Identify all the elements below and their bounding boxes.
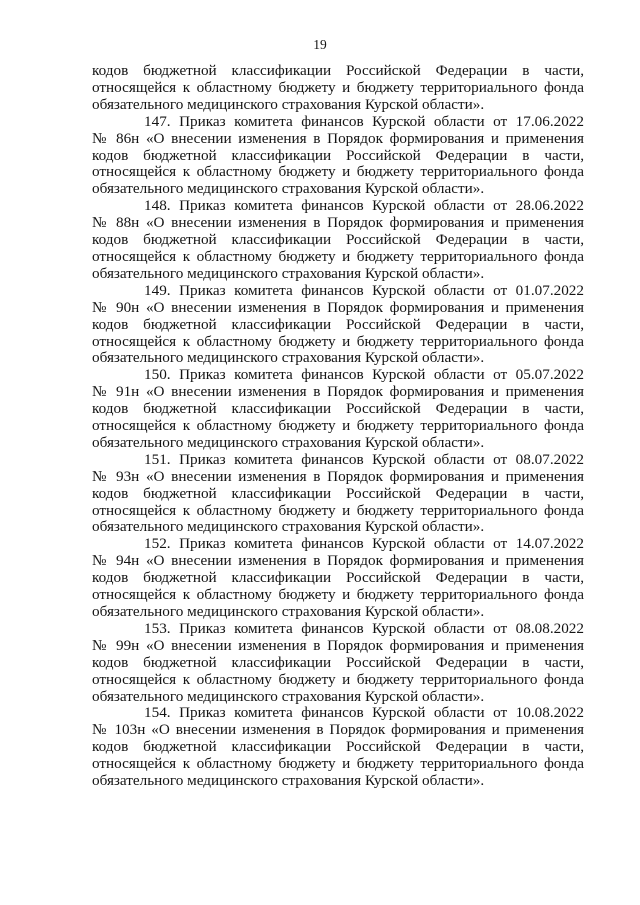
text-line: 148. Приказ комитета финансов Курской области от 28.06.2022: [144, 197, 584, 215]
text-line: 149. Приказ комитета финансов Курской области от 01.07.2022: [144, 281, 584, 299]
text-line: относящейся к областному бюджету и бюджету территориального фонда: [92, 755, 584, 773]
text-line: обязательного медицинского страхования Курской области».: [92, 772, 485, 790]
text-line: относящейся к областному бюджету и бюджету территориального фонда: [92, 78, 584, 96]
text-line: кодов бюджетной классификации Российской Федерации в части,: [92, 738, 584, 756]
text-line: обязательного медицинского страхования Курской области».: [92, 603, 485, 620]
order-item-151: [92, 452, 584, 537]
text-line: 150. Приказ комитета финансов Курской области от 05.07.2022: [144, 366, 584, 384]
text-line: № 88н «О внесении изменения в Порядок формирования и применения: [92, 214, 584, 232]
document-body: [92, 63, 584, 790]
text-line: № 94н «О внесении изменения в Порядок формирования и применения: [92, 552, 584, 570]
text-line: № 90н «О внесении изменения в Порядок формирования и применения: [92, 298, 584, 316]
text-line: № 93н «О внесении изменения в Порядок формирования и применения: [92, 467, 584, 485]
text-line: кодов бюджетной классификации Российской Федерации в части,: [92, 484, 584, 502]
order-item-154: [92, 705, 584, 790]
text-line: кодов бюджетной классификации Российской Федерации в части,: [92, 62, 584, 79]
continuation-paragraph: [92, 63, 584, 114]
text-line: относящейся к областному бюджету и бюджету территориального фонда: [92, 501, 584, 519]
text-line: относящейся к областному бюджету и бюджету территориального фонда: [92, 670, 584, 688]
text-line: относящейся к областному бюджету и бюджету территориального фонда: [92, 247, 584, 265]
text-line: обязательного медицинского страхования Курской области».: [92, 180, 485, 198]
text-line: относящейся к областному бюджету и бюджету территориального фонда: [92, 417, 584, 435]
text-line: кодов бюджетной классификации Российской Федерации в части,: [92, 653, 584, 671]
text-line: 154. Приказ комитета финансов Курской области от 10.08.2022: [144, 704, 584, 722]
text-line: относящейся к областному бюджету и бюджету территориального фонда: [92, 163, 584, 181]
text-line: кодов бюджетной классификации Российской Федерации в части,: [92, 400, 584, 418]
text-line: 152. Приказ комитета финансов Курской области от 14.07.2022: [144, 535, 584, 553]
text-line: обязательного медицинского страхования Курской области».: [92, 349, 485, 367]
text-line: обязательного медицинского страхования Курской области».: [92, 687, 485, 705]
order-item-152: [92, 536, 584, 621]
text-line: № 99н «О внесении изменения в Порядок формирования и применения: [92, 636, 584, 654]
text-line: обязательного медицинского страхования Курской области».: [92, 433, 485, 451]
text-line: кодов бюджетной классификации Российской Федерации в части,: [92, 569, 584, 587]
text-line: обязательного медицинского страхования Курской области».: [92, 264, 485, 282]
text-line: № 91н «О внесении изменения в Порядок формирования и применения: [92, 383, 584, 401]
page-number: 19: [313, 37, 327, 52]
order-item-150: [92, 367, 584, 452]
order-item-153: [92, 621, 584, 706]
text-line: кодов бюджетной классификации Российской Федерации в части,: [92, 315, 584, 333]
order-item-149: [92, 283, 584, 368]
text-line: обязательного медицинского страхования Курской области».: [92, 518, 485, 536]
order-item-148: [92, 198, 584, 283]
text-line: 153. Приказ комитета финансов Курской области от 08.08.2022: [144, 619, 584, 637]
text-line: № 103н «О внесении изменения в Порядок формирования и применения: [92, 721, 584, 739]
text-line: № 86н «О внесении изменения в Порядок формирования и применения: [92, 129, 584, 147]
text-line: кодов бюджетной классификации Российской Федерации в части,: [92, 231, 584, 249]
text-line: относящейся к областному бюджету и бюджету территориального фонда: [92, 586, 584, 604]
text-line: относящейся к областному бюджету и бюджету территориального фонда: [92, 332, 584, 350]
text-line: кодов бюджетной классификации Российской Федерации в части,: [92, 146, 584, 164]
text-line: 147. Приказ комитета финансов Курской области от 17.06.2022: [144, 112, 584, 130]
text-line: обязательного медицинского страхования Курской области».: [92, 95, 485, 113]
order-item-147: [92, 114, 584, 199]
text-line: 151. Приказ комитета финансов Курской области от 08.07.2022: [144, 450, 584, 468]
